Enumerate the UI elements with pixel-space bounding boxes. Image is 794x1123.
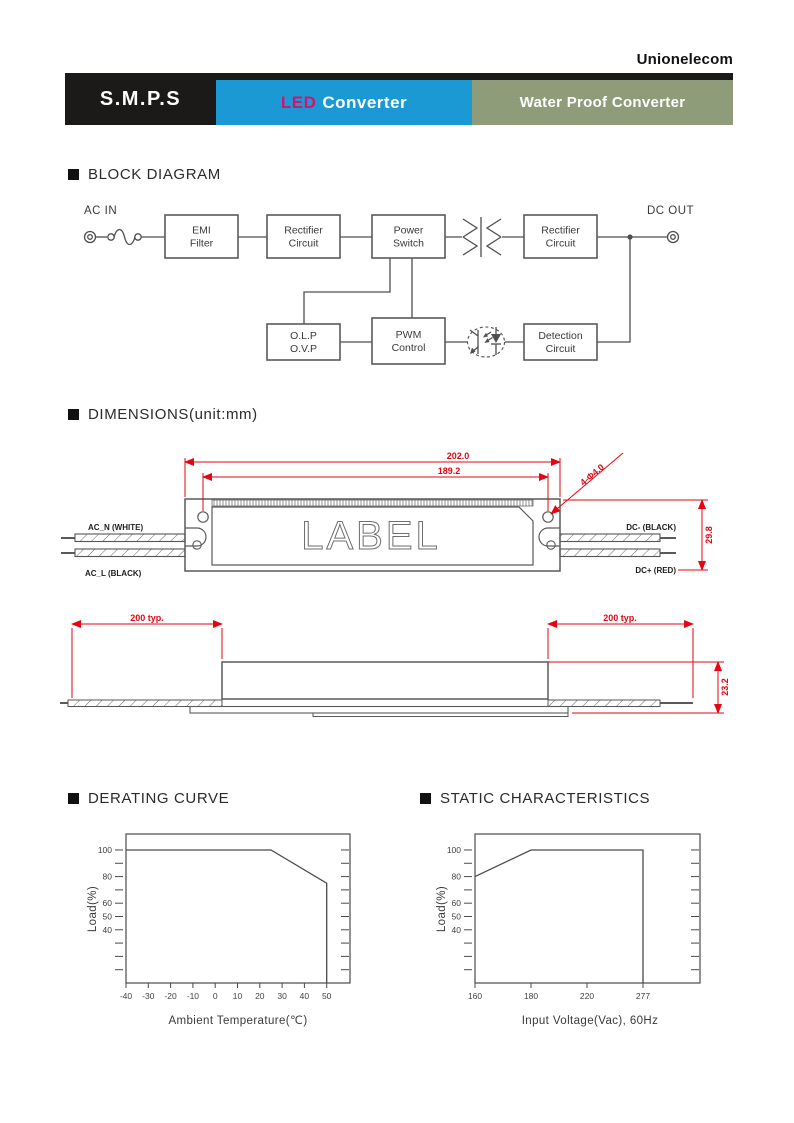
input-wires xyxy=(61,534,185,557)
y-tick-label: 80 xyxy=(102,871,112,882)
top-view-drawing xyxy=(61,451,714,578)
rectifier-circuit-box-2 xyxy=(524,215,597,258)
x-tick-label: 160 xyxy=(467,991,483,1001)
plot-frame xyxy=(126,834,350,983)
x-tick-label: 180 xyxy=(523,991,539,1001)
svg-text:Power: Power xyxy=(393,224,424,237)
svg-text:EMI: EMI xyxy=(192,224,211,237)
dimensions-header xyxy=(68,406,258,423)
rectifier-circuit-box-1 xyxy=(267,215,340,258)
section-square-icon xyxy=(68,793,79,804)
svg-text:200 typ.: 200 typ. xyxy=(603,613,637,623)
ac-input-terminal-icon xyxy=(85,232,96,243)
x-tick-label: 20 xyxy=(255,991,265,1001)
brand-name: Unionelecom xyxy=(636,51,733,68)
ac-in-label: AC IN xyxy=(84,205,118,217)
led-label: LED xyxy=(280,92,317,112)
x-tick-label: -20 xyxy=(164,991,177,1001)
wire-label-dc-minus: DC- (BLACK) xyxy=(626,523,676,532)
data-curve xyxy=(126,850,327,983)
svg-text:23.2: 23.2 xyxy=(720,678,730,696)
product-banner xyxy=(65,73,733,125)
svg-text:Filter: Filter xyxy=(189,237,214,250)
derating-curve-title: DERATING CURVE xyxy=(88,790,230,807)
optocoupler-icon xyxy=(468,327,505,357)
converter-label: Converter xyxy=(322,92,408,112)
static-plot xyxy=(447,834,700,1001)
svg-text:Rectifier: Rectifier xyxy=(541,224,580,237)
y-axis-label: Load(%) xyxy=(87,885,99,933)
smps-label: S.M.P.S xyxy=(99,87,182,110)
x-axis-label: Input Voltage(Vac), 60Hz xyxy=(521,1015,659,1027)
derating-curve-header xyxy=(68,790,229,807)
dc-output-terminal-icon xyxy=(668,232,679,243)
derating-plot xyxy=(98,834,350,1001)
x-tick-label: 277 xyxy=(635,991,651,1001)
olp-ovp-box xyxy=(267,324,340,360)
x-tick-label: 50 xyxy=(321,991,332,1001)
block-diagram-header xyxy=(68,166,221,183)
y-tick-label: 60 xyxy=(451,898,461,909)
svg-text:4-Φ4.0: 4-Φ4.0 xyxy=(578,461,606,488)
static-characteristics-chart xyxy=(390,810,730,1040)
svg-text:O.V.P: O.V.P xyxy=(289,343,318,355)
static-characteristics-title: STATIC CHARACTERISTICS xyxy=(440,790,651,807)
wire-clamp-right xyxy=(547,541,555,549)
section-square-icon xyxy=(68,409,79,420)
y-axis-label: Load(%) xyxy=(436,885,448,933)
mounting-slot-right xyxy=(539,528,560,546)
detection-circuit-box xyxy=(524,324,597,360)
side-output-wire xyxy=(548,700,693,707)
static-characteristics-header xyxy=(420,790,650,807)
mounting-hole-left xyxy=(198,512,208,522)
emi-filter-box xyxy=(165,215,238,258)
svg-text:Rectifier: Rectifier xyxy=(284,224,323,237)
wire-label-ac-l: AC_L (BLACK) xyxy=(85,569,142,578)
x-tick-label: 10 xyxy=(232,991,243,1001)
side-input-wire xyxy=(60,700,222,707)
y-tick-label: 40 xyxy=(451,924,461,935)
x-tick-label: 0 xyxy=(212,991,218,1001)
junction-dot xyxy=(627,234,632,239)
y-tick-label: 80 xyxy=(451,871,461,882)
y-tick-label: 100 xyxy=(97,844,112,855)
svg-text:189.2: 189.2 xyxy=(437,466,461,476)
power-switch-box xyxy=(372,215,445,258)
x-axis-label: Ambient Temperature(℃) xyxy=(168,1015,308,1027)
ribbed-edge xyxy=(212,500,533,506)
data-curve xyxy=(475,850,643,983)
derating-chart xyxy=(40,810,380,1040)
section-square-icon xyxy=(420,793,431,804)
x-tick-label: -30 xyxy=(142,991,155,1001)
x-tick-label: 220 xyxy=(579,991,595,1001)
waterproof-label: Water Proof Converter xyxy=(519,94,686,111)
y-tick-label: 50 xyxy=(102,911,112,922)
svg-text:O.L.P: O.L.P xyxy=(290,330,317,342)
svg-text:Circuit: Circuit xyxy=(545,237,576,250)
y-tick-label: 100 xyxy=(446,844,461,855)
pwm-control-box xyxy=(372,318,445,364)
svg-text:Circuit: Circuit xyxy=(545,343,576,355)
wire-label-ac-n: AC_N (WHITE) xyxy=(88,523,144,532)
fuse-icon xyxy=(108,230,141,245)
transformer-icon xyxy=(463,217,501,257)
wire-label-dc-plus: DC+ (RED) xyxy=(635,566,676,575)
block-diagram xyxy=(0,195,794,395)
y-tick-label: 50 xyxy=(451,911,461,922)
svg-text:202.0: 202.0 xyxy=(446,451,470,461)
block-diagram-title: BLOCK DIAGRAM xyxy=(88,166,221,183)
dimensions-title: DIMENSIONS(unit:mm) xyxy=(88,406,258,423)
dc-out-label: DC OUT xyxy=(647,205,695,217)
device-label: LABEL xyxy=(301,514,441,558)
dimension-wire-right xyxy=(548,613,693,698)
plot-frame xyxy=(475,834,700,983)
x-tick-label: 30 xyxy=(277,991,287,1001)
mounting-plate xyxy=(190,707,568,714)
svg-text:Switch: Switch xyxy=(393,237,424,250)
svg-text:Detection: Detection xyxy=(538,330,583,342)
banner-waterproof xyxy=(472,80,733,125)
svg-text:Control: Control xyxy=(391,342,426,354)
banner-smps xyxy=(65,73,216,125)
svg-text:200 typ.: 200 typ. xyxy=(130,613,164,623)
dimension-hole-note xyxy=(551,453,623,514)
svg-text:PWM: PWM xyxy=(395,329,422,341)
dimension-wire-left xyxy=(72,613,222,698)
section-square-icon xyxy=(68,169,79,180)
banner-led-converter xyxy=(216,80,472,125)
y-tick-label: 40 xyxy=(102,924,112,935)
svg-text:29.8: 29.8 xyxy=(704,526,714,544)
dimension-202 xyxy=(185,451,560,497)
output-wires xyxy=(560,534,676,557)
x-tick-label: -40 xyxy=(119,991,133,1001)
dimension-drawings xyxy=(0,440,794,740)
y-tick-label: 60 xyxy=(102,898,112,909)
mounting-slot-left xyxy=(185,528,206,546)
x-tick-label: 40 xyxy=(299,991,310,1001)
x-tick-label: -10 xyxy=(186,991,200,1001)
svg-text:Circuit: Circuit xyxy=(288,237,319,250)
side-view-drawing xyxy=(60,613,730,717)
